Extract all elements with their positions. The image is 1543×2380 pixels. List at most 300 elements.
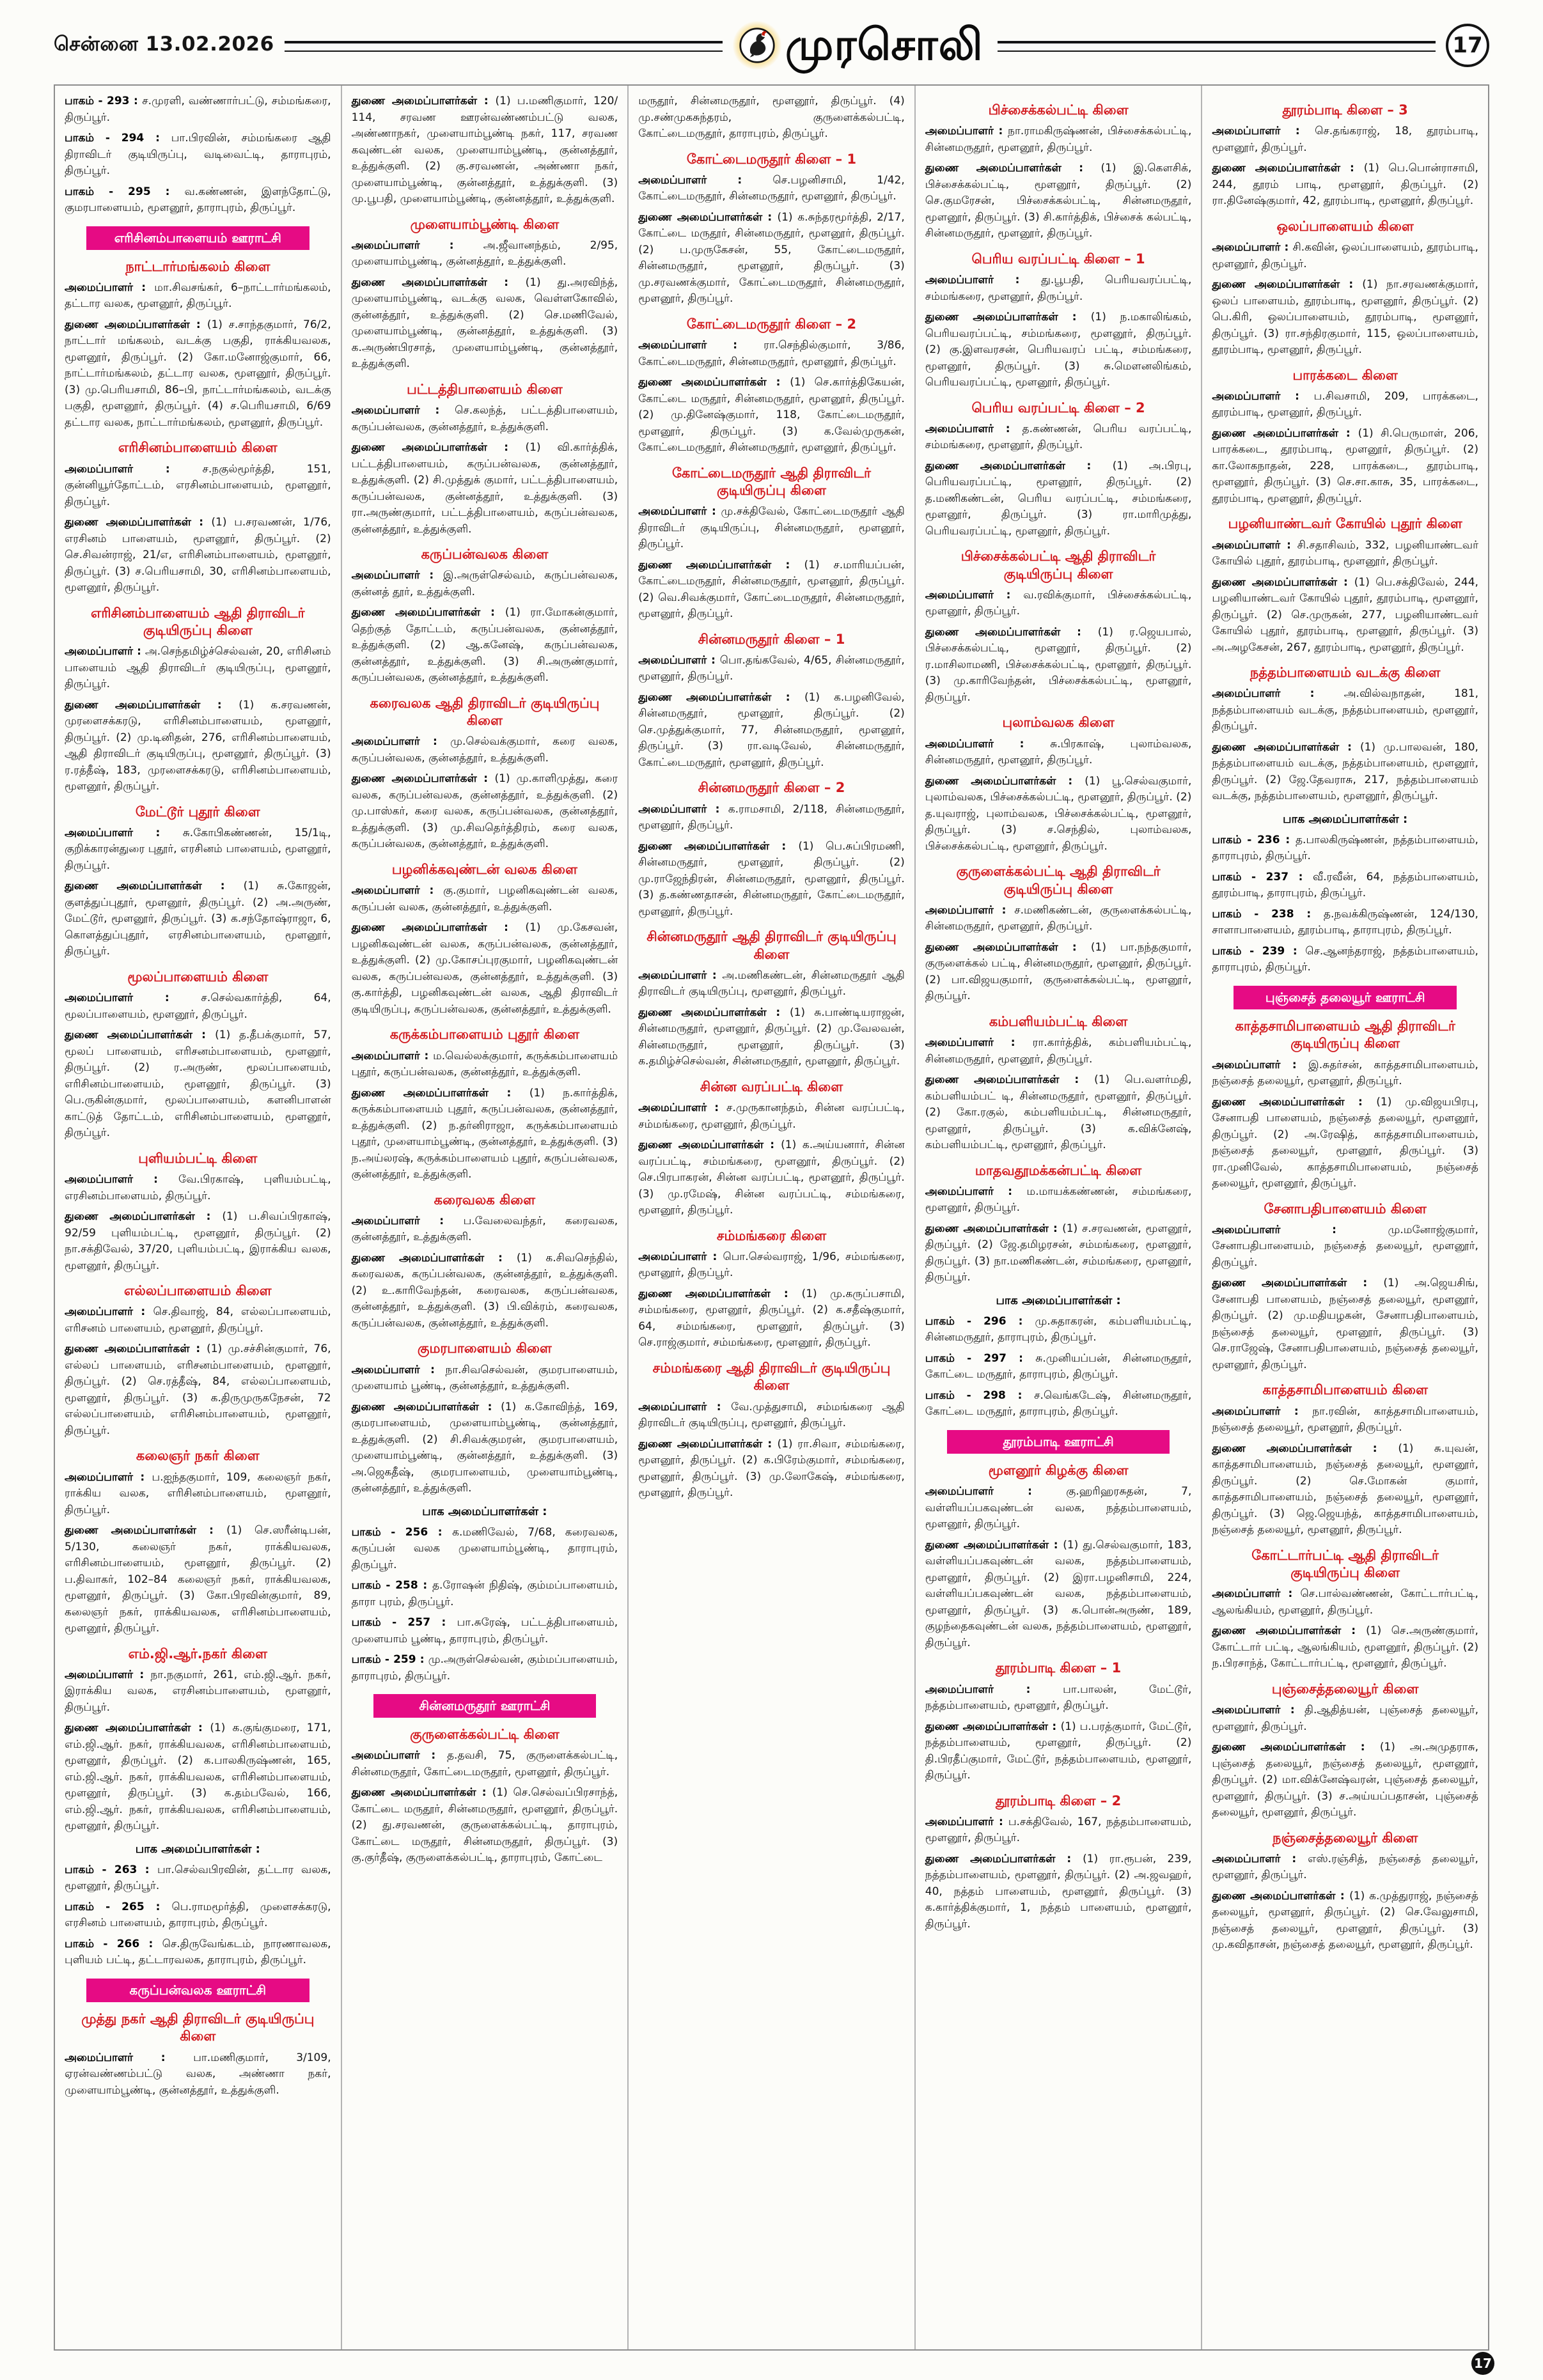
entry-paragraph: துணை அமைப்பாளர்கள் : (1) மு.காளிமுத்து, கரை வலக, கருப்பன்வலக, குன்னத்தூர், உத்துக்குளி. (2) மு.பாஸ்கர், கரை வலக, கருப்பன்வலக, குன்னத்தூர், உத்துக்குளி. (3) மு.சிவதெர்த்திரம், கரை வலக, கருப்பன்வலக, குன்னத்தூர், உத்துக்குளி. xyxy=(351,772,618,851)
entry-label: அமைப்பாளர் : xyxy=(638,968,723,982)
entry-paragraph: அமைப்பாளர் : ப.சிவசாமி, 209, பாரக்கடை, தூரம்பாடி, மூளனூர், திருப்பூர். xyxy=(1212,389,1478,419)
entry-paragraph: பாகம் - 295 : வ.கண்ணன், இளந்தோட்டு, குமரபாளையம், மூளனூர், தாராபுரம், திருப்பூர். xyxy=(65,185,331,214)
entry-label: அமைப்பாளர் : xyxy=(351,569,443,582)
entry-paragraph: பாகம் - 259 : மு.அருள்செல்வன், கும்மப்பாளையம், தாராபுரம், திருப்பூர். xyxy=(351,1653,618,1683)
panchayat-header: புஞ்சைத் தலையூர் ஊராட்சி xyxy=(1234,986,1457,1009)
entry-label: அமைப்பாளர் : xyxy=(65,1173,179,1186)
entry-label: அமைப்பாளர் : xyxy=(65,2051,194,2064)
branch-heading: பிச்சைக்கல்பட்டி ஆதி திராவிடர் குடியிருப்பு கிளை xyxy=(960,548,1156,582)
news-column-2 xyxy=(342,86,629,2349)
entry-label: துணை அமைப்பாளர்கள் : xyxy=(351,1786,492,1800)
entry-label: பாகம் - 259 : xyxy=(351,1653,428,1667)
entry-paragraph: அமைப்பாளர் : பொ.செல்வராஜ், 1/96, சம்மங்கரை, மூளனூர், திருப்பூர். xyxy=(638,1250,905,1280)
entry-paragraph: துணை அமைப்பாளர்கள் : (1) மு.பாலவன், 180, நத்தம்பாளையம் வடக்கு, நத்தம்பாளையம், மூளனூர், திருப்பூர். (2) ஜே.தேவராசு, 217, நத்தம்பாளையம் வடக்கு, நத்தம்பாளையம், மூளனூர், திருப்பூர். xyxy=(1212,740,1478,803)
entry-paragraph: அமைப்பாளர் : ப.சக்திவேல், 167, நத்தம்பாளையம், மூளனூர், திருப்பூர். xyxy=(925,1815,1192,1845)
entry-paragraph: அமைப்பாளர் : ப.ஐந்தகுமார், 109, கலைஞர் நகர், ராக்கிய வலக, எரிசினம்பாளையம், மூளனூர், திருப்பூர். xyxy=(65,1470,331,1516)
entry-paragraph: அமைப்பாளர் : செ.திவாஜ், 84, எல்லப்பாளையம், எரிசனம் பாளையம், மூளனூர், திருப்பூர். xyxy=(65,1305,331,1335)
entry-paragraph: அமைப்பாளர் : ச.நகுல்மூர்த்தி, 151, குன்னியூர்தோட்டம், எரசினம்பாளையம், மூளனூர், திருப்பூர். xyxy=(65,462,331,508)
ward-organizers-subhead: பாக அமைப்பாளர்கள் : xyxy=(135,1842,260,1856)
entry-paragraph: துணை அமைப்பாளர்கள் : (1) க.சரவணன், முரளைசக்கரடு, எரிசினம்பாளையம், மூளனூர், திருப்பூர். (2) மு.டினிதன், 276, எரிசினம்பாளையம், ஆதி திராவிடர் குடியிருப்பு, மூளனூர், திருப்பூர். (3) ர.ரத்தீஷ், 183, முரளைசக்கரடு, எரிசினம்பாளையம், மூளனூர், திருப்பூர். xyxy=(65,698,331,793)
entry-paragraph: பாகம் - 237 : வீ.ரவீன், 64, நத்தம்பாளையம், தூரம்பாடி, தாராபுரம், திருப்பூர். xyxy=(1212,870,1478,900)
entry-label: அமைப்பாளர் : xyxy=(65,1668,151,1681)
entry-label: பாகம் - 258 : xyxy=(351,1579,432,1592)
entry-paragraph: துணை அமைப்பாளர்கள் : (1) க.குங்குமரை, 171, எம்.ஜி.ஆர். நகர், ராக்கியவலக, எரிசினம்பாளையம், மூளனூர், திருப்பூர். (2) க.பாலகிருஷ்ணன், 165, எம்.ஜி.ஆர். நகர், ராக்கியவலக, எரிசினம்பாளையம், மூளனூர், திருப்பூர். (3) க.தம்பவேல், 166, எம்.ஜி.ஆர். நகர், ராக்கியவலக, எரிசினம்பாளையம், மூளனூர், திருப்பூர். xyxy=(65,1722,331,1833)
entry-paragraph: பாகம் - 266 : செ.திருவேங்கடம், நாரணாவலக, புளியம் பட்டி, தட்டாரவலக, தாராபுரம், திருப்பூர். xyxy=(65,1937,331,1967)
entry-paragraph: துணை அமைப்பாளர்கள் : (1) ரா.சிவா, சம்மங்கரை, மூளனூர், திருப்பூர். (2) க.பிரேம்குமார், சம்மங்கரை, மூளனூர், திருப்பூர். (3) மு.லோகேஷ், சம்மங்கரை, மூளனூர், திருப்பூர். xyxy=(638,1437,905,1500)
entry-paragraph: அமைப்பாளர் : க.ராமசாமி, 2/118, சின்னமருதூர், மூளனூர், திருப்பூர். xyxy=(638,802,905,832)
entry-paragraph: அமைப்பாளர் : மா.சிவசங்கர், 6–நாட்டார்மங்கலம், தட்டார வலக, மூளனூர், திருப்பூர். xyxy=(65,281,331,311)
masthead-title: முரசொலி xyxy=(785,20,983,70)
entry-paragraph: அமைப்பாளர் : ச.செல்வகார்த்தி, 64, மூலப்பாளையம், மூளனூர், திருப்பூர். xyxy=(65,992,331,1021)
entry-label: பாகம் - 257 : xyxy=(351,1616,457,1629)
entry-paragraph: பாகம் - 257 : பா.சுரேஷ், பட்டத்திபாளையம், முளையாம் பூண்டி, தாராபுரம், திருப்பூர். xyxy=(351,1616,618,1645)
entry-label: அமைப்பாளர் : xyxy=(1212,125,1315,138)
entry-paragraph: துணை அமைப்பாளர்கள் : (1) க.கோவிந்த், 169, குமரபாளையம், முளையாம்பூண்டி, குன்னத்தூர், உத்துக்குளி. (2) சி.சிவக்குமரன், குமரபாளையம், முளையாம்பூண்டி, குன்னத்தூர், உத்துக்குளி. (3) அ.ஜெகதீஷ், குமரபாளையம், முளையாம்பூண்டி, குன்னத்தூர், உத்துக்குளி. xyxy=(351,1400,618,1495)
page-header xyxy=(54,17,1489,74)
entry-paragraph: துணை அமைப்பாளர்கள் : (1) அ.அமுதராசு, புஞ்சைத் தலையூர், நஞ்சைத் தலையூர், மூளனூர், திருப்பூர். (2) மா.விக்னேஷ்வரன், புஞ்சைத் தலையூர், மூளனூர், திருப்பூர். (3) ச.அய்யப்பதாசன், புஞ்சைத் தலையூர், மூளனூர், திருப்பூர். xyxy=(1212,1741,1478,1819)
entry-paragraph: பாகம் - 293 : ச.முரளி, வண்ணார்பட்டு, சம்மங்கரை, திருப்பூர். xyxy=(65,95,331,124)
entry-paragraph: அமைப்பாளர் : நா.ரவின், காத்தசாமிபாளையம், நஞ்சைத் தலையூர், மூளனூர், திருப்பூர். xyxy=(1212,1404,1478,1435)
entry-paragraph: துணை அமைப்பாளர்கள் : (1) க.சிவசெந்தில், கரைவலக, கருப்பன்வலக, குன்னத்தூர், உத்துக்குளி. (2) உ.காரிவேந்தன், கரைவலக, கருப்பன்வலக, குன்னத்தூர், உத்துக்குளி. (3) பி.விக்ரம், கரைவலக, கருப்பன்வலக, குன்னத்தூர், உத்துக்குளி. xyxy=(351,1251,618,1330)
branch-heading: நாட்டார்மங்கலம் கிளை xyxy=(125,258,270,274)
entry-label: துணை அமைப்பாளர்கள் : xyxy=(1212,740,1360,754)
entry-label: அமைப்பாளர் : xyxy=(925,588,1024,602)
entry-label: அமைப்பாளர் : xyxy=(638,653,720,667)
entry-paragraph: அமைப்பாளர் : அ.வில்வநாதன், 181, நத்தம்பாளையம் வடக்கு, நத்தம்பாளையம், மூளனூர், திருப்பூர். xyxy=(1212,687,1478,733)
entry-label: பாகம் - 293 : xyxy=(65,95,143,107)
entry-label: அமைப்பாளர் : xyxy=(1212,1704,1305,1717)
entry-paragraph: துணை அமைப்பாளர்கள் : (1) ர.ஜெயபால், பிச்சைக்கல்பட்டி, மூளனூர், திருப்பூர். (2) ர.மாசிலாமணி, பிச்சைக்கல்பட்டி, மூளனூர், திருப்பூர். (3) மு.காரிவேந்தன், பிச்சைக்கல்பட்டி, மூளனூர், திருப்பூர். xyxy=(925,625,1192,704)
entry-label: பாகம் - 295 : xyxy=(65,185,185,198)
entry-paragraph: துணை அமைப்பாளர்கள் : (1) சு.பாண்டியராஜன், சின்னமருதூர், மூளனூர், திருப்பூர். (2) மு.வேலவன், சின்னமருதூர், மூளனூர், திருப்பூர். (3) க.தமிழ்ச்செல்வன், சின்னமருதூர், மூளனூர், திருப்பூர். xyxy=(638,1006,905,1068)
entry-paragraph: துணை அமைப்பாளர்கள் : (1) செ.அருண்குமார், கோட்டார் பட்டி, ஆலங்கியம், மூளனூர், திருப்பூர். (2) ந.பிரசாந்த், கோட்டார்பட்டி, மூளனூர், திருப்பூர். xyxy=(1212,1624,1478,1670)
entry-paragraph: அமைப்பாளர் : து.பூபதி, பெரியவரப்பட்டி, சம்மங்கரை, மூளனூர், திருப்பூர். xyxy=(925,274,1192,303)
entry-paragraph: பாகம் - 256 : க.மணிவேல், 7/68, கரைவலக, கருப்பன் வலக முளையாம்பூண்டி, தாராபுரம், திருப்பூர். xyxy=(351,1525,618,1571)
entry-label: பாகம் - 237 : xyxy=(1212,870,1313,883)
branch-heading: முளையாம்பூண்டி கிளை xyxy=(410,216,560,232)
entry-label: பாகம் - 266 : xyxy=(65,1937,162,1950)
entry-paragraph: அமைப்பாளர் : கு.குமார், பழனிகவுண்டன் வலக, கருப்பன் வலக, குன்னத்தூர், உத்துக்குளி. xyxy=(351,884,618,914)
branch-heading: கோட்டைமருதூர் கிளை – 1 xyxy=(686,151,857,167)
entry-label: துணை அமைப்பாளர்கள் : xyxy=(1212,1889,1350,1902)
entry-paragraph: துணை அமைப்பாளர்கள் : (1) ச.சாந்தகுமார், 76/2, நாட்டார் மங்கலம், வடக்கு பகுதி, ராக்கியவலக, மூளனூர், திருப்பூர். (2) கோ.மனோஜ்குமார், 66, நாட்டார்மங்கலம், தட்டார வலக, மூளனூர், திருப்பூர். (3) மு.பெரியசாமி, 86–பி, நாட்டார்மங்கலம், வடக்கு பகுதி, மூளனூர், திருப்பூர். (4) ச.பெரியசாமி, 6/69 தட்டார வலக, நாட்டார்மங்கலம், மூளனூர், திருப்பூர். xyxy=(65,318,331,429)
entry-label: பாகம் - 294 : xyxy=(65,132,171,144)
entry-label: துணை அமைப்பாளர்கள் : xyxy=(638,210,778,224)
entry-label: துணை அமைப்பாளர்கள் : xyxy=(638,1437,778,1451)
branch-heading: பழனிக்கவுண்டன் வலக கிளை xyxy=(391,861,577,877)
entry-label: அமைப்பாளர் : xyxy=(925,1485,1067,1498)
entry-label: துணை அமைப்பாளர்கள் : xyxy=(925,940,1091,954)
entry-label: பாகம் - 265 : xyxy=(65,1900,172,1913)
entry-label: அமைப்பாளர் : xyxy=(351,1749,447,1762)
header-rule-left xyxy=(285,41,723,52)
entry-paragraph: அமைப்பாளர் : பா.பாலன், மேட்டூர், நத்தம்பாளையம், மூளனூர், திருப்பூர். xyxy=(925,1683,1192,1713)
entry-paragraph: அமைப்பாளர் : செ.பால்வண்ணன், கோட்டார்பட்டி, ஆலங்கியம், மூளனூர், திருப்பூர். xyxy=(1212,1587,1478,1617)
entry-label: அமைப்பாளர் : xyxy=(638,802,728,816)
branch-heading: காத்தசாமிபாளையம் ஆதி திராவிடர் குடியிருப்பு கிளை xyxy=(1235,1018,1455,1052)
panchayat-header: சின்னமருதூர் ஊராட்சி xyxy=(373,1694,597,1718)
entry-label: அமைப்பாளர் : xyxy=(1212,1223,1388,1236)
entry-paragraph: அமைப்பாளர் : எஸ்.ரஞ்சித், நஞ்சைத் தலையூர், மூளனூர், திருப்பூர். xyxy=(1212,1852,1478,1882)
entry-paragraph: துணை அமைப்பாளர்கள் : (1) செ.செல்வப்பிரசாந்த், கோட்டை மருதூர், சின்னமருதூர், மூளனூர், திருப்பூர். (2) து.சரவணன், குருளைக்கல்பட்டி, தாராபுரம், கோட்டை மருதூர், சின்னமருதூர், திருப்பூர். (3) கு.குர்தீஷ், குருளைக்கல்பட்டி, தாராபுரம், கோட்டை xyxy=(351,1786,618,1865)
entry-paragraph: துணை அமைப்பாளர்கள் : (1) ரா.மோகன்குமார், தெற்குத் தோட்டம், கருப்பன்வலக, குன்னத்தூர், உத்துக்குளி. (2) ஆ.கனேஷ், கருப்பன்வலக, குன்னத்தூர், உத்துக்குளி. (3) சி.அருண்குமார், கருப்பன்வலக, குன்னத்தூர், உத்துக்குளி. xyxy=(351,606,618,685)
entry-label: அமைப்பாளர் : xyxy=(351,238,483,252)
entry-paragraph: துணை அமைப்பாளர்கள் : (1) த.தீபக்குமார், 57, மூலப் பாளையம், எரிசனம்பாளையம், மூளனூர், திருப்பூர். (2) ர.அருண், மூலப்பாளையம், எரிசினம்பாளையம், மூளனூர், திருப்பூர். (3) பெ.ருகின்குமார், மூலப்பாளையம், களனிபாளன் காட்டுத் தோட்டம், எரிசினம்பாளையம், மூளனூர், திருப்பூர். xyxy=(65,1029,331,1140)
branch-heading: மேட்டூர் புதூர் கிளை xyxy=(135,804,260,820)
entry-label: அமைப்பாளர் : xyxy=(638,1250,723,1263)
entry-label: அமைப்பாளர் : xyxy=(351,404,455,417)
entry-paragraph: பாகம் - 297 : சு.முனியப்பன், சின்னமருதூர், கோட்டை மருதூர், தாராபுரம், திருப்பூர். xyxy=(925,1351,1192,1381)
entry-paragraph: துணை அமைப்பாளர்கள் : (1) ச.சரவணன், மூளனூர், திருப்பூர். (2) ஜே.தமிழரசன், சம்மங்கரை, மூளனூர், திருப்பூர். (3) நா.மணிகண்டன், சம்மங்கரை, மூளனூர், திருப்பூர். xyxy=(925,1222,1192,1284)
entry-paragraph: பாகம் - 294 : பா.பிரவின், சம்மங்கரை ஆதி திராவிடர் குடியிருப்பு, வடிவைட்டி, தாராபுரம், திருப்பூர். xyxy=(65,132,331,177)
entry-paragraph: அமைப்பாளர் : மு.சக்திவேல், கோட்டைமருதூர் ஆதி திராவிடர் குடியிருப்பு, சின்னமருதூர், மூளனூர், திருப்பூர். xyxy=(638,505,905,551)
entry-paragraph: துணை அமைப்பாளர்கள் : (1) ப.சிவப்பிரகாஷ், 92/59 புளியம்பட்டி, மூளனூர், திருப்பூர். (2) நா.சக்திவேல், 37/20, புளியம்பட்டி, இராக்கிய வலக, மூளனூர், திருப்பூர். xyxy=(65,1210,331,1272)
masthead xyxy=(733,20,987,70)
entry-paragraph: துணை அமைப்பாளர்கள் : (1) ச.மாரியப்பன், கோட்டைமருதூர், சின்னமருதூர், மூளனூர், திருப்பூர். (2) வெ.சிவக்குமார், கோட்டைமருதூர், சின்னமருதூர், மூளனூர், திருப்பூர். xyxy=(638,558,905,621)
entry-label: துணை அமைப்பாளர்கள் : xyxy=(638,1006,790,1019)
entry-label: துணை அமைப்பாளர்கள் : xyxy=(1212,1277,1384,1290)
entry-paragraph: அமைப்பாளர் : ச.முருகானந்தம், சின்ன வரப்பட்டி, சம்மங்கரை, மூளனூர், திருப்பூர். xyxy=(638,1101,905,1131)
branch-heading: பிச்சைக்கல்பட்டி கிளை xyxy=(988,102,1129,118)
entry-label: துணை அமைப்பாளர்கள் : xyxy=(1212,1624,1367,1638)
entry-paragraph: துணை அமைப்பாளர்கள் : (1) பெ.சுப்பிரமணி, சின்னமருதூர், மூளனூர், திருப்பூர். (2) மு.ராஜேந்திரன், சின்னமருதூர், மூளனூர், திருப்பூர். (3) த.கண்ணதாசன், சின்னமருதூர், கோட்டைமருதூர், மூளனூர், திருப்பூர். xyxy=(638,839,905,918)
entry-paragraph: துணை அமைப்பாளர்கள் : (1) க.அய்யனார், சின்ன வரப்பட்டி, சம்மங்கரை, மூளனூர், திருப்பூர். (2) செ.பிரபாகரன், சின்ன வரப்பட்டி, மூளனூர், திருப்பூர். (3) மு.ரமேஷ், சின்ன வரப்பட்டி, சம்மங்கரை, மூளனூர், திருப்பூர். xyxy=(638,1139,905,1217)
entry-paragraph: துணை அமைப்பாளர்கள் : (1) பெ.வளர்மதி, கம்பளியம்பட் டி, சின்னமருதூர், மூளனூர், திருப்பூர். (2) கோ.ரகுல், கம்பளியம்பட்டி, சின்னமருதூர், மூளனூர், திருப்பூர். (3) க.விக்னேஷ், கம்பளியம்பட்டி, மூளனூர், திருப்பூர். xyxy=(925,1073,1192,1152)
news-column-4 xyxy=(916,86,1203,2349)
entry-label: துணை அமைப்பாளர்கள் : xyxy=(1212,1442,1398,1455)
entry-paragraph: துணை அமைப்பாளர்கள் : (1) சு.கோஜன், குளத்துப்புதூர், மூளனூர், திருப்பூர். (2) அ.அருண், மேட்டூர், மூளனூர், திருப்பூர். (3) க.சந்தோஷ்ராஜா, 6, கொளத்துப்புதூர், எரசினம்பாளையம், மூளனூர், திருப்பூர். xyxy=(65,880,331,958)
entry-paragraph: பாகம் - 263 : பா.செல்வபிரவின், தட்டார வலக, மூளனூர், திருப்பூர். xyxy=(65,1863,331,1893)
entry-label: அமைப்பாளர் : xyxy=(925,1036,1033,1050)
entry-label: அமைப்பாளர் : xyxy=(925,1683,1063,1696)
dateline: சென்னை 13.02.2026 xyxy=(54,33,274,56)
entry-label: துணை அமைப்பாளர்கள் : xyxy=(925,625,1098,639)
entry-paragraph: பாகம் - 239 : செ.ஆனந்தராஜ், நத்தம்பாளையம், தாராபுரம், திருப்பூர். xyxy=(1212,944,1478,974)
entry-paragraph: அமைப்பாளர் : அ.ஜீவானந்தம், 2/95, முளையாம்பூண்டி, குன்னத்தூர், உத்துக்குளி. xyxy=(351,238,618,268)
entry-label: பாகம் - 238 : xyxy=(1212,907,1324,921)
entry-paragraph: அமைப்பாளர் : ம.வெல்லக்குமார், கருக்கம்பாளையம் புதூர், கருப்பன்வலக, குன்னத்தூர், உத்துக்குளி. xyxy=(351,1049,618,1079)
entry-paragraph: துணை அமைப்பாளர்கள் : (1) ந.கார்த்திக், கருக்கம்பாளையம் புதூர், கருப்பன்வலக, குன்னத்தூர், உத்துக்குளி. (2) ந.தர்னிராஜா, கருக்கம்பாளையம் புதூர், முளையாம்பூண்டி, குன்னத்தூர், உத்துக்குளி. (3) ந.அய்லரஷ், கருக்கம்பாளையம் புதூர், கருப்பன்வலக, குன்னத்தூர், உத்துக்குளி. xyxy=(351,1086,618,1181)
entry-paragraph: அமைப்பாளர் : நா.சிவசெல்வன், குமரபாளையம், முளையாம் பூண்டி, குன்னத்தூர், உத்துக்குளி. xyxy=(351,1363,618,1393)
entry-label: துணை அமைப்பாளர்கள் : xyxy=(925,459,1113,472)
branch-heading: குருளைக்கல்பட்டி கிளை xyxy=(410,1727,560,1743)
branch-heading: எல்லப்பாளையம் கிளை xyxy=(124,1283,272,1299)
entry-paragraph: துணை அமைப்பாளர்கள் : (1) மு.கேசவன், பழனிகவுண்டன் வலக, கருப்பன்வலக, குன்னத்தூர், உத்துக்குளி. (2) மு.கோசப்புரகுமார், பழனிகவுண்டன் வலக, கருப்பன்வலக, குன்னத்தூர், உத்துக்குளி. (3) கு.கார்த்தி, பழனிகவுண்டன் வலக, ஆதி திராவிடர் குடியிருப்பு, கருப்பன்வலக, குன்னத்தூர், உத்துக்குளி. xyxy=(351,921,618,1016)
branch-heading: தூரம்பாடி கிளை – 3 xyxy=(1282,102,1408,118)
entry-label: துணை அமைப்பாளர்கள் : xyxy=(925,774,1085,788)
entry-label: அமைப்பாளர் : xyxy=(1212,1404,1313,1418)
ward-organizers-subhead: பாக அமைப்பாளர்கள் : xyxy=(1283,812,1408,826)
content-area xyxy=(54,84,1489,2351)
entry-label: பாகம் - 256 : xyxy=(351,1525,453,1539)
entry-paragraph: துணை அமைப்பாளர்கள் : (1) பா.நந்தகுமார், குருளைக்கல் பட்டி, சின்னமருதூர், மூளனூர், திருப்பூர். (2) பா.விஜயகுமார், குருளைக்கல்பட்டி, மூளனூர், திருப்பூர். xyxy=(925,940,1192,1003)
entry-label: அமைப்பாளர் : xyxy=(65,1470,152,1484)
entry-paragraph: அமைப்பாளர் : செ.தங்கராஜ், 18, தூரம்பாடி, மூளனூர், திருப்பூர். xyxy=(1212,125,1478,154)
entry-paragraph: அமைப்பாளர் : பொ.தங்கவேல், 4/65, சின்னமருதூர், மூளனூர், திருப்பூர். xyxy=(638,653,905,683)
entry-paragraph: அமைப்பாளர் : ம.மாயக்கண்ணன், சம்மங்கரை, மூளனூர், திருப்பூர். xyxy=(925,1185,1192,1215)
branch-heading: எம்.ஜி.ஆர்.நகர் கிளை xyxy=(128,1645,267,1661)
entry-paragraph: அமைப்பாளர் : செ.கலந்த், பட்டத்திபாளையம், கருப்பன்வலக, குன்னத்தூர், உத்துக்குளி. xyxy=(351,404,618,433)
header-rule-right xyxy=(998,41,1436,52)
entry-paragraph: அமைப்பாளர் : இ.சுதர்சன், காத்தசாமிபாளையம், நஞ்சைத் தலையூர், மூளனூர், திருப்பூர். xyxy=(1212,1058,1478,1088)
branch-heading: சின்னமருதூர் கிளை – 2 xyxy=(698,780,845,796)
entry-label: அமைப்பாளர் : xyxy=(1212,389,1314,403)
branch-heading: கோட்டைமருதூர் ஆதி திராவிடர் குடியிருப்பு கிளை xyxy=(671,465,872,498)
entry-paragraph: அமைப்பாளர் : அ.மணிகண்டன், சின்னமருதூர் ஆதி திராவிடர் குடியிருப்பு, மூளனூர், திருப்பூர். xyxy=(638,968,905,999)
entry-label: துணை அமைப்பாளர்கள் : xyxy=(1212,1095,1377,1108)
entry-label: துணை அமைப்பாளர்கள் : xyxy=(1212,1741,1380,1754)
entry-label: அமைப்பாளர் : xyxy=(65,645,145,658)
news-column-1 xyxy=(55,86,342,2349)
entry-paragraph: துணை அமைப்பாளர்கள் : (1) மு.விஜயபிரபு, சேனாபதி பாளையம், நஞ்சைத் தலையூர், மூளனூர், திருப்பூர். (2) அ.ரேஷித், காத்தசாமிபாளையம், நஞ்சைத் தலையூர், மூளனூர், திருப்பூர். (3) ரா.முனிவேல், காத்தசாமிபாளையம், நஞ்சைத் தலையூர், மூளனூர், திருப்பூர். xyxy=(1212,1095,1478,1190)
entry-label: துணை அமைப்பாளர்கள் : xyxy=(1212,278,1363,292)
entry-paragraph: துணை அமைப்பாளர்கள் : (1) க.முத்துராஜ், நஞ்சைத் தலையூர், மூளனூர், திருப்பூர். (2) செ.வேலுசாமி, நஞ்சைத் தலையூர், மூளனூர், திருப்பூர். (3) மு.கவிதாசன், நஞ்சைத் தலையூர், மூளனூர், திருப்பூர். xyxy=(1212,1889,1478,1952)
entry-label: துணை அமைப்பாளர்கள் : xyxy=(1212,426,1358,440)
branch-heading: கருக்கம்பாளையம் புதூர் கிளை xyxy=(389,1027,580,1043)
branch-heading: பெரிய வரப்பட்டி கிளை – 2 xyxy=(971,400,1145,416)
branch-heading: பாரக்கடை கிளை xyxy=(1292,367,1398,383)
entry-label: துணை அமைப்பாளர்கள் : xyxy=(351,1400,501,1413)
entry-label: துணை அமைப்பாளர்கள் : xyxy=(65,1722,210,1735)
entry-label: துணை அமைப்பாளர்கள் : xyxy=(638,558,804,572)
branch-heading: ஒலப்பாளையம் கிளை xyxy=(1276,218,1414,234)
entry-label: பாகம் - 239 : xyxy=(1212,944,1306,958)
entry-paragraph: அமைப்பாளர் : அ.செந்தமிழ்ச்செல்வன், 20, எரிசினம் பாளையம் ஆதி திராவிடர் குடியிருப்பு, மூளனூர், திருப்பூர். xyxy=(65,645,331,691)
entry-paragraph: அமைப்பாளர் : வ.ரவிக்குமார், பிச்சைக்கல்பட்டி, மூளனூர், திருப்பூர். xyxy=(925,588,1192,618)
entry-label: துணை அமைப்பாளர்கள் : xyxy=(1212,575,1354,589)
entry-label: துணை அமைப்பாளர்கள் : xyxy=(925,1538,1063,1552)
entry-paragraph: துணை அமைப்பாளர்கள் : (1) அ.பிரபு, பெரியவரப்பட்டி, மூளனூர், திருப்பூர். (2) த.மணிகண்டன், பெரிய வரப்பட்டி, சம்மங்கரை, மூளனூர், திருப்பூர். (3) ரா.மாரிமுத்து, பெரியவரப்பட்டி, மூளனூர், திருப்பூர். xyxy=(925,459,1192,538)
branch-heading: தூரம்பாடி கிளை – 1 xyxy=(995,1660,1122,1676)
panchayat-header: தூரம்பாடி ஊராட்சி xyxy=(947,1430,1170,1454)
entry-label: அமைப்பாளர் : xyxy=(925,422,1022,435)
panchayat-header: கருப்பன்வலக ஊராட்சி xyxy=(86,1979,309,2002)
entry-label: துணை அமைப்பாளர்கள் : xyxy=(638,839,799,853)
entry-label: அமைப்பாளர் : xyxy=(1212,241,1293,254)
entry-paragraph: அமைப்பாளர் : மு.செல்வக்குமார், கரை வலக, கருப்பன்வலக, குன்னத்தூர், உத்துக்குளி. xyxy=(351,735,618,765)
entry-paragraph: துணை அமைப்பாளர்கள் : (1) சு.யுவன், காத்தசாமிபாளையம், நஞ்சைத் தலையூர், மூளனூர், திருப்பூர். (2) செ.மோகன் குமார், காத்தசாமிபாளையம், நஞ்சைத் தலையூர், மூளனூர், திருப்பூர். (3) ஜெ.ஜெயந்த், காத்தசாமிபாளையம், நஞ்சைத் தலையூர், மூளனூர், திருப்பூர். xyxy=(1212,1442,1478,1537)
news-column-5 xyxy=(1202,86,1488,2349)
entry-paragraph: அமைப்பாளர் : ப.வேலைவந்தர், கரைவலக, குன்னத்தூர், உத்துக்குளி. xyxy=(351,1214,618,1244)
entry-label: அமைப்பாளர் : xyxy=(1212,1852,1308,1865)
entry-label: பாகம் - 296 : xyxy=(925,1314,1035,1328)
entry-label: அமைப்பாளர் : xyxy=(351,884,444,898)
entry-label: துணை அமைப்பாளர்கள் : xyxy=(65,880,244,893)
entry-paragraph: பாகம் - 236 : த.பாலகிருஷ்ணன், நத்தம்பாளையம், தாராபுரம், திருப்பூர். xyxy=(1212,833,1478,863)
entry-paragraph: அமைப்பாளர் : சு.பிரகாஷ், புலாம்வலக, சின்னமருதூர், மூளனூர், திருப்பூர். xyxy=(925,737,1192,767)
entry-paragraph: துணை அமைப்பாளர்கள் : (1) ந.மகாலிங்கம், பெரியவரப்பட்டி, சம்மங்கரை, மூளனூர், திருப்பூர். (2) கு.இளவரசன், பெரியவரப் பட்டி, சம்மங்கரை, மூளனூர், திருப்பூர். (3) சு.மெளனலிங்கம், பெரியவரப்பட்டி, மூளனூர், திருப்பூர். xyxy=(925,311,1192,389)
branch-heading: மாதவதூமக்கன்பட்டி கிளை xyxy=(975,1162,1142,1178)
entry-label: பாகம் - 297 : xyxy=(925,1351,1036,1365)
entry-paragraph: துணை அமைப்பாளர்கள் : (1) ரா.ரூபன், 239, நத்தம்பாளையம், மூளனூர், திருப்பூர். (2) அ.ஜவஹர், 40, நத்தம் பாளையம், மூளனூர், திருப்பூர். (3) க.கார்த்திக்குமார், 1, நத்தம் பாளையம், மூளனூர், திருப்பூர். xyxy=(925,1852,1192,1931)
entry-paragraph: பாகம் - 238 : த.நவக்கிருஷ்ணன், 124/130, சாளாபாளையம், தூரம்பாடி, தாராபுரம், திருப்பூர். xyxy=(1212,907,1478,937)
branch-heading: கம்பளியம்பட்டி கிளை xyxy=(989,1013,1128,1029)
entry-paragraph: துணை அமைப்பாளர்கள் : (1) பெ.பொன்ராசாமி, 244, தூரம் பாடி, மூளனூர், திருப்பூர். (2) ரா.தினேஷ்குமார், 42, தூரம்பாடி, மூளனூர், திருப்பூர். xyxy=(1212,162,1478,208)
entry-label: அமைப்பாளர் : xyxy=(638,1101,726,1115)
branch-heading: புலாம்வலக கிளை xyxy=(1002,715,1115,731)
entry-paragraph: அமைப்பாளர் : ரா.கார்த்திக், கம்பளியம்பட்டி, சின்னமருதூர், மூளனூர், திருப்பூர். xyxy=(925,1036,1192,1066)
entry-label: பாகம் - 236 : xyxy=(1212,833,1296,846)
entry-label: அமைப்பாளர் : xyxy=(638,505,721,518)
entry-label: துணை அமைப்பாளர்கள் : xyxy=(925,311,1091,324)
entry-paragraph: துணை அமைப்பாளர்கள் : (1) பெ.சக்திவேல், 244, பழனியாண்டவர் கோயில் புதூர், தூரம்பாடி, மூளனூர், திருப்பூர். (2) செ.முருகன், 277, பழனியாண்டவர் கோயில் புதூர், தூரம்பாடி, மூளனூர், திருப்பூர். (3) அ.அழகேசன், 267, தூரம்பாடி, மூளனூர், திருப்பூர். xyxy=(1212,575,1478,654)
entry-paragraph: பாகம் - 265 : பெ.ராமமூர்த்தி, முளைசக்கரடு, எரசினம் பாளையம், தாராபுரம், திருப்பூர். xyxy=(65,1900,331,1930)
entry-label: அமைப்பாளர் : xyxy=(65,281,155,294)
entry-paragraph: துணை அமைப்பாளர்கள் : (1) அ.ஜெயசிங், சேனாபதி பாளையம், நஞ்சைத் தலையூர், மூளனூர், திருப்பூர். (2) மு.மதியழகன், சேனாபதிபாளையம், நஞ்சைத் தலையூர், மூளனூர், திருப்பூர். (3) செ.ராஜேஷ், சேனாபதிபாளையம், நஞ்சைத் தலையூர், மூளனூர், திருப்பூர். xyxy=(1212,1277,1478,1371)
branch-heading: சின்ன வரப்பட்டி கிளை xyxy=(700,1078,843,1094)
branch-heading: சின்னமருதூர் கிளை – 1 xyxy=(698,631,845,647)
entry-label: துணை அமைப்பாளர்கள் : xyxy=(351,772,495,786)
entry-paragraph: துணை அமைப்பாளர்கள் : (1) து.செல்வகுமார், 183, வள்ளியப்பகவுண்டன் வலக, நத்தம்பாளையம், மூளனூர், திருப்பூர். (2) இரா.பழனிசாமி, 224, வள்ளியப்பகவுண்டன் வலக, நத்தம்பாளையம், மூளனூர், திருப்பூர். (3) க.பொன்அருண், 189, குழந்தைகவுண்டன் வலக, நத்தம்பாளையம், மூளனூர், திருப்பூர். xyxy=(925,1538,1192,1649)
entry-paragraph: துணை அமைப்பாளர்கள் : (1) து.அரவிந்த், முளையாம்பூண்டி, வடக்கு வலக, வெள்ளகோவில், குன்னத்தூர், உத்துக்குளி. (2) செ.மணிவேல், முளையாம்பூண்டி, குன்னத்தூர், உத்துக்குளி. (3) க.அருண்பிரசாத், முளையாம்பூண்டி, குன்னத்தூர், உத்துக்குளி. xyxy=(351,276,618,371)
entry-label: அமைப்பாளர் : xyxy=(638,173,773,187)
entry-paragraph: துணை அமைப்பாளர்கள் : (1) மு.சச்சின்குமார், 76, எல்லப் பாளையம், எரிசனம்பாளையம், மூளனூர், திருப்பூர். (2) செ.ரத்தீஷ், 84, எல்லப்பாளையம், மூளனூர், திருப்பூர். (3) க.திருமுருகநேசன், 72 எல்லப்பாளையம், எரிசினம்பாளையம், மூளனூர், திருப்பூர். xyxy=(65,1342,331,1437)
entry-paragraph: துணை அமைப்பாளர்கள் : (1) செ.ஸரீன்டிபன், 5/130, கலைஞர் நகர், ராக்கியவலக, எரிசினம்பாளையம், மூளனூர், திருப்பூர். (2) ப.திவாகர், 102–84 கலைஞர் நகர், ராக்கியவலக, மூளனூர், திருப்பூர். (3) கோ.பிரவின்குமார், 89, கலைஞர் நகர், ராக்கியவலக, எரிசினம்பாளையம், மூளனூர், திருப்பூர். xyxy=(65,1524,331,1635)
news-column-3 xyxy=(629,86,916,2349)
branch-heading: காத்தசாமிபாளையம் கிளை xyxy=(1262,1382,1429,1398)
entry-label: அமைப்பாளர் : xyxy=(1212,538,1297,552)
entry-label: துணை அமைப்பாளர்கள் : xyxy=(638,1287,802,1300)
branch-heading: குருளைக்கல்பட்டி ஆதி திராவிடர் குடியிருப்பு கிளை xyxy=(956,864,1161,897)
entry-label: துணை அமைப்பாளர்கள் : xyxy=(925,1720,1061,1733)
entry-paragraph: துணை அமைப்பாளர்கள் : (1) பூ.செல்வகுமார், புலாம்வலக, பிச்சைக்கல்பட்டி, மூளனூர், திருப்பூர். (2) த.யுவராஜ், புலாம்வலக, பிச்சைக்கல்பட்டி, மூளனூர், திருப்பூர். (3) ச.செந்தில், புலாம்வலக, பிச்சைக்கல்பட்டி, மூளனூர், திருப்பூர். xyxy=(925,774,1192,853)
branch-heading: கோட்டார்பட்டி ஆதி திராவிடர் குடியிருப்பு கிளை xyxy=(1251,1547,1439,1580)
entry-label: துணை அமைப்பாளர்கள் : xyxy=(351,606,505,619)
entry-paragraph: அமைப்பாளர் : ரா.செந்தில்குமார், 3/86, கோட்டைமருதூர், சின்னமருதூர், மூளனூர், திருப்பூர். xyxy=(638,339,905,368)
entry-paragraph: அமைப்பாளர் : ச.மணிகண்டன், குருளைக்கல்பட்டி, சின்னமருதூர், மூளனூர், திருப்பூர். xyxy=(925,903,1192,933)
entry-paragraph: அமைப்பாளர் : சி.கவின், ஒலப்பாளையம், தூரம்பாடி, மூளனூர், திருப்பூர். xyxy=(1212,241,1478,270)
page-number-badge: 17 xyxy=(1446,24,1489,67)
entry-paragraph: துணை அமைப்பாளர்கள் : (1) செ.கார்த்திகேயன், கோட்டை மருதூர், சின்னமருதூர், மூளனூர், திருப்பூர். (2) மு.தினேஷ்குமார், 118, கோட்டைமருதூர், மூளனூர், திருப்பூர். (3) க.வேல்முருகன், கோட்டைமருதூர், சின்னமருதூர், மூளனூர், திருப்பூர். xyxy=(638,376,905,455)
footer-page-number: 17 xyxy=(1471,2352,1494,2375)
entry-label: அமைப்பாளர் : xyxy=(638,1400,732,1413)
entry-label: துணை அமைப்பாளர்கள் : xyxy=(925,1222,1063,1235)
entry-label: அமைப்பாளர் : xyxy=(1212,687,1344,701)
branch-heading: சின்னமருதூர் ஆதி திராவிடர் குடியிருப்பு கிளை xyxy=(646,929,897,962)
entry-paragraph: துணை அமைப்பாளர்கள் : (1) ப.சரவணன், 1/76, எரசினம் பாளையம், மூளனூர், திருப்பூர். (2) செ.சிவன்ராஜ், 21/எ, எரிசினம்பாளையம், மூளனூர், திருப்பூர். (3) ச.பெரியசாமி, 30, எரிசினம்பாளையம், மூளனூர், திருப்பூர். xyxy=(65,516,331,595)
entry-label: அமைப்பாளர் : xyxy=(925,125,1008,138)
entry-label: அமைப்பாளர் : xyxy=(351,1363,446,1376)
entry-paragraph: துணை அமைப்பாளர்கள் : (1) நா.சரவணக்குமார், ஒலப் பாளையம், தூரம்பாடி, மூளனூர், திருப்பூர். (2) பெ.கிரி, ஒலப்பாளையம், தூரம்பாடி, மூளனூர், திருப்பூர். (3) ரா.சந்திரகுமார், 115, ஒலப்பாளையம், தூரம்பாடி, மூளனூர், திருப்பூர். xyxy=(1212,278,1478,357)
entry-label: அமைப்பாளர் : xyxy=(65,1305,153,1319)
entry-label: அமைப்பாளர் : xyxy=(925,903,1015,917)
branch-heading: சம்மங்கரை ஆதி திராவிடர் குடியிருப்பு கிளை xyxy=(652,1360,891,1394)
entry-label: துணை அமைப்பாளர்கள் : xyxy=(351,1086,529,1100)
entry-label: துணை அமைப்பாளர்கள் : xyxy=(65,1210,223,1224)
branch-heading: மூலப்பாளையம் கிளை xyxy=(127,968,269,984)
entry-label: துணை அமைப்பாளர்கள் : xyxy=(351,1251,517,1264)
entry-label: துணை அமைப்பாளர்கள் : xyxy=(65,1342,207,1356)
branch-heading: பழனியாண்டவர் கோயில் புதூர் கிளை xyxy=(1228,516,1462,532)
entry-label: அமைப்பாளர் : xyxy=(65,992,201,1005)
entry-label: துணை அமைப்பாளர்கள் : xyxy=(638,1139,781,1152)
entry-label: துணை அமைப்பாளர்கள் : xyxy=(351,276,526,289)
entry-label: அமைப்பாளர் : xyxy=(1212,1058,1309,1071)
entry-label: துணை அமைப்பாளர்கள் : xyxy=(638,690,804,704)
ward-organizers-subhead: பாக அமைப்பாளர்கள் : xyxy=(422,1504,547,1518)
branch-heading: புஞ்சைத்தலையூர் கிளை xyxy=(1271,1681,1419,1697)
branch-heading: கோட்டைமருதூர் கிளை – 2 xyxy=(686,316,857,332)
entry-label: துணை அமைப்பாளர்கள் : xyxy=(65,1524,227,1537)
entry-label: பாகம் - 298 : xyxy=(925,1388,1035,1402)
entry-label: துணை அமைப்பாளர்கள் : xyxy=(638,376,790,389)
entry-paragraph: அமைப்பாளர் : தி.ஆதித்யன், புஞ்சைத் தலையூர், மூளனூர், திருப்பூர். xyxy=(1212,1704,1478,1733)
entry-label: துணை அமைப்பாளர்கள் : xyxy=(351,441,526,455)
entry-label: துணை அமைப்பாளர்கள் : xyxy=(1212,162,1364,175)
entry-label: துணை அமைப்பாளர்கள் : xyxy=(925,1852,1083,1865)
entry-paragraph: துணை அமைப்பாளர்கள் : (1) க.சுந்தரமூர்த்தி, 2/17, கோட்டை மருதூர், சின்னமருதூர், மூளனூர், திருப்பூர். (2) ப.முருகேசன், 55, கோட்டைமருதூர், சின்னமருதூர், மூளனூர், திருப்பூர். (3) மு.சரவணக்குமார், கோட்டைமருதூர், சின்னமருதூர், மூளனூர், திருப்பூர். xyxy=(638,210,905,306)
entry-label: அமைப்பாளர் : xyxy=(925,274,1042,287)
entry-paragraph: அமைப்பாளர் : இ.அருள்செல்வம், கருப்பன்வலக, குன்னத் தூர், உத்துக்குளி. xyxy=(351,569,618,598)
entry-paragraph: துணை அமைப்பாளர்கள் : (1) வி.கார்த்திக், பட்டத்திபாளையம், கருப்பன்வலக, குன்னத்தூர், உத்துக்குளி. (2) சி.முத்துக் குமார், பட்டத்திபாளையம், கருப்பன்வலக, குன்னத்தூர், உத்துக்குளி. (3) ரா.அருண்குமார், பட்டத்திபாளையம், கருப்பன்வலக, குன்னத்தூர், உத்துக்குளி. xyxy=(351,441,618,536)
entry-label: துணை அமைப்பாளர்கள் : xyxy=(925,1073,1095,1087)
branch-heading: நஞ்சைத்தலையூர் கிளை xyxy=(1273,1830,1418,1846)
branch-heading: புளியம்பட்டி கிளை xyxy=(138,1150,258,1166)
entry-paragraph: துணை அமைப்பாளர்கள் : (1) மு.கருப்பசாமி, சம்மங்கரை, மூளனூர், திருப்பூர். (2) க.சதீஷ்குமார், 64, சம்மங்கரை, மூளனூர், திருப்பூர். (3) செ.ராஜ்குமார், சம்மங்கரை, மூளனூர், திருப்பூர். xyxy=(638,1287,905,1349)
entry-label: துணை அமைப்பாளர்கள் : xyxy=(351,921,526,935)
entry-paragraph: அமைப்பாளர் : வே.முத்துசாமி, சம்மங்கரை ஆதி திராவிடர் குடியிருப்பு, மூளனூர், திருப்பூர். xyxy=(638,1400,905,1430)
branch-heading: எரிசினம்பாளையம் ஆதி திராவிடர் குடியிருப்பு கிளை xyxy=(91,605,305,638)
branch-heading: தூரம்பாடி கிளை – 2 xyxy=(995,1793,1122,1808)
entry-paragraph: பாகம் - 258 : த.ரோஷன் நிதிஷ், கும்மப்பாளையம், தாரா புரம், திருப்பூர். xyxy=(351,1579,618,1608)
branch-heading: முத்து நகர் ஆதி திராவிடர் குடியிருப்பு கிளை xyxy=(81,2011,315,2044)
branch-heading: எரிசினம்பாளையம் கிளை xyxy=(118,440,278,456)
entry-paragraph: அமைப்பாளர் : வே.பிரகாஷ், புளியம்பட்டி, எரசினம்பாளையம், திருப்பூர். xyxy=(65,1173,331,1202)
branch-heading: சம்மங்கரை கிளை xyxy=(716,1227,827,1243)
entry-label: அமைப்பாளர் : xyxy=(925,1185,1027,1198)
branch-heading: கரைவலக கிளை xyxy=(434,1192,536,1208)
entry-paragraph: அமைப்பாளர் : த.கண்ணன், பெரிய வரப்பட்டி, சம்மங்கரை, மூளனூர், திருப்பூர். xyxy=(925,422,1192,452)
entry-label: அமைப்பாளர் : xyxy=(351,1214,464,1227)
branch-heading: கருப்பன்வலக கிளை xyxy=(421,547,549,563)
entry-label: துணை அமைப்பாளர்கள் : xyxy=(65,318,207,331)
entry-paragraph: மருதூர், சின்னமருதூர், மூளனூர், திருப்பூர். (4) மு.சண்முகசுந்தரம், குருளைக்கல்பட்டி, கோட்டைமருதூர், தாராபுரம், திருப்பூர். xyxy=(638,95,905,140)
entry-paragraph: அமைப்பாளர் : செ.பழனிசாமி, 1/42, கோட்டைமருதூர், சின்னமருதூர், மூளனூர், திருப்பூர். xyxy=(638,173,905,203)
entry-paragraph: அமைப்பாளர் : நா.நகுமார், 261, எம்.ஜி.ஆர். நகர், இராக்கிய வலக, எரசினம்பாளையம், மூளனூர், திருப்பூர். xyxy=(65,1668,331,1714)
entry-label: அமைப்பாளர் : xyxy=(1212,1587,1301,1601)
entry-paragraph: அமைப்பாளர் : சி.சதாசிவம், 332, பழனியாண்டவர் கோயில் புதூர், தூரம்பாடி, மூளனூர், திருப்பூர். xyxy=(1212,538,1478,568)
entry-paragraph: துணை அமைப்பாளர்கள் : (1) இ.கௌசிக், பிச்சைக்கல்பட்டி, மூளனூர், திருப்பூர். (2) செ.குமரேசன், பிச்சைக்கல்பட்டி, சின்னமருதூர், மூளனூர், திருப்பூர். (3) சி.கார்த்திக், பிச்சைக் கல்பட்டி, சின்னமருதூர், மூளனூர், திருப்பூர். xyxy=(925,162,1192,240)
branch-heading: பெரிய வரப்பட்டி கிளை – 1 xyxy=(971,251,1145,267)
entry-label: அமைப்பாளர் : xyxy=(925,1815,1008,1828)
rooster-logo-icon xyxy=(737,25,778,66)
entry-label: பாகம் - 263 : xyxy=(65,1863,157,1876)
entry-paragraph: அமைப்பாளர் : சு.கோபிகண்ணன், 15/1டி, குறிக்காரன்துரை புதூர், எரசினம் பாளையம், மூளனூர், திருப்பூர். xyxy=(65,826,331,872)
branch-heading: நத்தம்பாளையம் வடக்கு கிளை xyxy=(1249,665,1441,681)
branch-heading: பட்டத்திபாளையம் கிளை xyxy=(407,381,563,397)
branch-heading: மூளனூர் கிழக்கு கிளை xyxy=(988,1462,1129,1478)
entry-label: அமைப்பாளர் : xyxy=(65,462,203,476)
entry-label: துணை அமைப்பாளர்கள் : xyxy=(925,162,1101,175)
entry-paragraph: அமைப்பாளர் : கு.ஹரிஹரசுதன், 7, வள்ளியப்பகவுண்டன் வலக, நத்தம்பாளையம், மூளனூர், திருப்பூர். xyxy=(925,1485,1192,1531)
entry-label: துணை அமைப்பாளர்கள் : xyxy=(65,516,212,529)
entry-paragraph: பாகம் - 296 : மு.சுதாகரன், கம்பளியம்பட்டி, சின்னமருதூர், தாராபுரம், திருப்பூர். xyxy=(925,1314,1192,1344)
entry-paragraph: துணை அமைப்பாளர்கள் : (1) க.பழனிவேல், சின்னமருதூர், மூளனூர், திருப்பூர். (2) செ.முத்துக்குமார், 77, சின்னமருதூர், மூளனூர், திருப்பூர். (3) ரா.வடிவேல், சின்னமருதூர், கோட்டைமருதூர், மூளனூர், திருப்பூர். xyxy=(638,690,905,769)
entry-paragraph: பாகம் - 298 : ச.வெங்கடேஷ், சின்னமருதூர், கோட்டை மருதூர், தாராபுரம், திருப்பூர். xyxy=(925,1388,1192,1419)
entry-paragraph: அமைப்பாளர் : நா.ராமகிருஷ்ணன், பிச்சைக்கல்பட்டி, சின்னமருதூர், மூளனூர், திருப்பூர். xyxy=(925,125,1192,154)
branch-heading: சேனாபதிபாளையம் கிளை xyxy=(1264,1201,1427,1217)
entry-paragraph: அமைப்பாளர் : த.தவசி, 75, குருளைக்கல்பட்டி, சின்னமருதூர், கோட்டைமருதூர், மூளனூர், திருப்பூர். xyxy=(351,1749,618,1778)
entry-paragraph: துணை அமைப்பாளர்கள் : (1) சி.பெருமாள், 206, பாரக்கடை, தூரம்பாடி, மூளனூர், திருப்பூர். (2) கா.லோகநாதன், 228, பாரக்கடை, தூரம்பாடி, மூளனூர், திருப்பூர். (3) செ.சா.காசு, 35, பாரக்கடை, தூரம்பாடி, மூளனூர், திருப்பூர். xyxy=(1212,426,1478,505)
entry-label: துணை அமைப்பாளர்கள் : xyxy=(351,95,496,107)
branch-heading: கலைஞர் நகர் கிளை xyxy=(136,1448,260,1464)
entry-label: துணை அமைப்பாளர்கள் : xyxy=(65,698,239,712)
entry-label: துணை அமைப்பாளர்கள் : xyxy=(65,1029,215,1042)
entry-paragraph: துணை அமைப்பாளர்கள் : (1) ப.மணிகுமார், 120/ 114, சரவண ஊரன்வண்ணம்பட்டு வலக, அண்ணாநகர், முளையாம்பூண்டி நகர், 117, சரவண கவுண்டன் வலக, முளையாம்பூண்டி, குன்னத்தூர், உத்துக்குளி. (2) கு.சரவணன், அண்ணா நகர், முளையாம்பூண்டி, குன்னத்தூர், உத்துக்குளி. (3) மு.பூபதி, முளையாம்பூண்டி, குன்னத்தூர், உத்துக்குளி. xyxy=(351,95,618,205)
ward-organizers-subhead: பாக அமைப்பாளர்கள் : xyxy=(996,1293,1121,1307)
panchayat-header: எரிசினம்பாளையம் ஊராட்சி xyxy=(86,226,309,250)
entry-label: அமைப்பாளர் : xyxy=(65,826,183,839)
